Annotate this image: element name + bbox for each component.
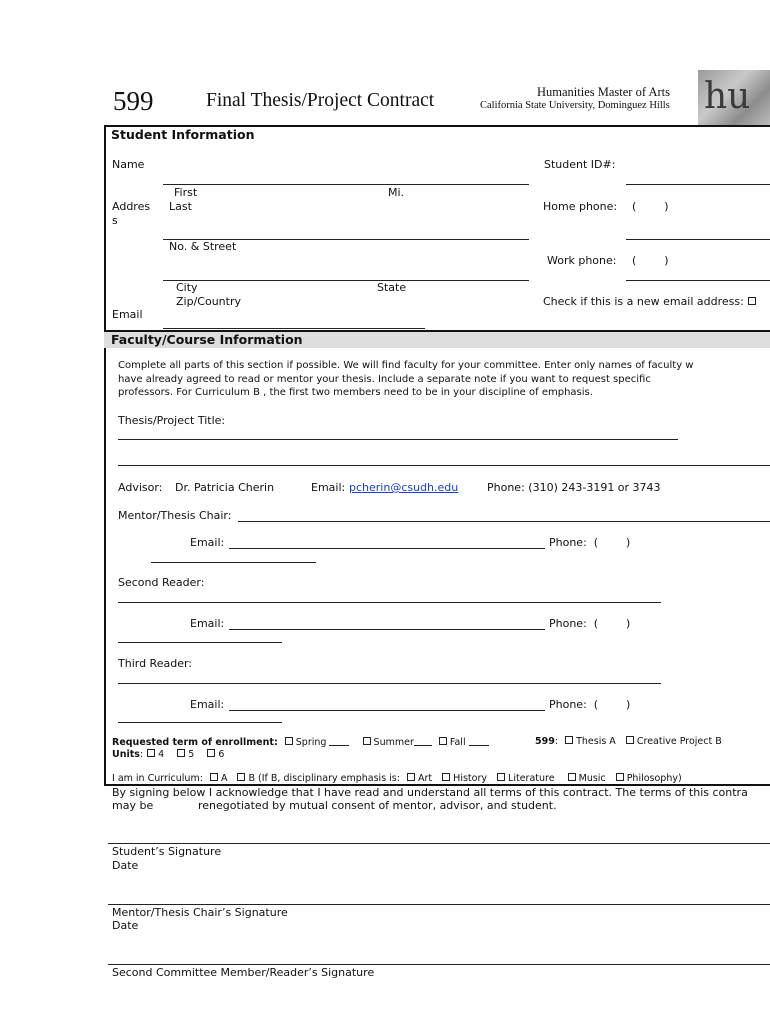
last-name-caption: Last xyxy=(169,200,192,213)
mentor-date-label: Date xyxy=(112,919,139,932)
advisor-email-link[interactable]: pcherin@csudh.edu xyxy=(349,481,459,494)
history-checkbox[interactable] xyxy=(442,773,450,781)
third-reader-phone-field[interactable] xyxy=(118,722,282,723)
third-reader-field[interactable] xyxy=(118,683,661,684)
summer-checkbox[interactable] xyxy=(363,737,371,745)
third-reader-email-label: Email: xyxy=(190,698,225,711)
units-6-checkbox[interactable] xyxy=(207,749,215,757)
mentor-signature-label: Mentor/Thesis Chair’s Signature xyxy=(112,906,288,919)
home-phone-label: Home phone: xyxy=(543,200,618,213)
units-row: Units: 4 5 6 xyxy=(112,749,225,760)
zip-caption: Zip/Country xyxy=(176,295,241,308)
new-email-label: Check if this is a new email address: xyxy=(543,295,759,308)
second-reader-phone-field[interactable] xyxy=(118,642,282,643)
second-reader-email-label: Email: xyxy=(190,617,225,630)
street-caption: No. & Street xyxy=(169,240,237,253)
advisor-phone: Phone: (310) 243-3191 or 3743 xyxy=(487,481,661,494)
state-caption: State xyxy=(377,281,407,294)
acknowledgement-line-2b: renegotiated by mutual consent of mentor, advisor, and student. xyxy=(198,799,557,812)
second-reader-label: Second Reader: xyxy=(118,576,205,589)
home-phone-area-code: ( ) xyxy=(632,200,669,213)
curriculum-b-checkbox[interactable] xyxy=(237,773,245,781)
third-reader-label: Third Reader: xyxy=(118,657,192,670)
mentor-label: Mentor/Thesis Chair: xyxy=(118,509,232,522)
student-id-label: Student ID#: xyxy=(544,158,616,171)
city-caption: City xyxy=(176,281,198,294)
section-border xyxy=(104,125,106,785)
music-checkbox[interactable] xyxy=(568,773,576,781)
acknowledgement-line-2a: may be xyxy=(112,799,154,812)
advisor-label: Advisor: xyxy=(118,481,163,494)
mentor-phone-field[interactable] xyxy=(151,562,316,563)
form-title: Final Thesis/Project Contract xyxy=(206,90,435,111)
middle-initial-caption: Mi. xyxy=(388,186,405,199)
second-reader-field[interactable] xyxy=(118,602,661,603)
thesis-title-field-2[interactable] xyxy=(118,465,770,466)
philosophy-checkbox[interactable] xyxy=(616,773,624,781)
new-email-checkbox[interactable] xyxy=(748,297,756,305)
units-5-checkbox[interactable] xyxy=(177,749,185,757)
second-reader-email-field[interactable] xyxy=(229,629,545,630)
instructions-line-3: professors. For Curriculum B , the first two members need to be in your discipline of emphasis. xyxy=(118,387,593,398)
thesis-a-checkbox[interactable] xyxy=(565,736,573,744)
curriculum-a-checkbox[interactable] xyxy=(210,773,218,781)
acknowledgement-line-1: By signing below I acknowledge that I have read and understand all terms of this contract. The terms of this contra xyxy=(112,786,748,799)
units-4-checkbox[interactable] xyxy=(147,749,155,757)
student-date-label: Date xyxy=(112,859,139,872)
second-member-signature-line[interactable] xyxy=(108,964,770,965)
address-label-wrap: s xyxy=(112,214,118,227)
creative-b-checkbox[interactable] xyxy=(626,736,634,744)
mentor-name-field[interactable] xyxy=(238,521,770,522)
home-phone-field[interactable] xyxy=(626,239,770,240)
work-phone-area-code: ( ) xyxy=(632,254,669,267)
mentor-email-label: Email: xyxy=(190,536,225,549)
term-row: Requested term of enrollment: Spring Summer Fall xyxy=(112,736,489,748)
second-reader-phone-label: Phone: ( ) xyxy=(549,617,631,630)
student-signature-label: Student’s Signature xyxy=(112,845,222,858)
name-label: Name xyxy=(112,158,145,171)
work-phone-field[interactable] xyxy=(626,280,770,281)
literature-checkbox[interactable] xyxy=(497,773,505,781)
art-checkbox[interactable] xyxy=(407,773,415,781)
university-name: California State University, Dominguez Hills xyxy=(480,100,670,111)
program-logo: hu xyxy=(698,70,770,126)
thesis-title-label: Thesis/Project Title: xyxy=(118,414,226,427)
name-field[interactable] xyxy=(163,184,529,185)
third-reader-phone-label: Phone: ( ) xyxy=(549,698,631,711)
email-field[interactable] xyxy=(163,328,425,329)
mentor-phone-label: Phone: ( ) xyxy=(549,536,631,549)
advisor-name: Dr. Patricia Cherin xyxy=(175,481,275,494)
fall-checkbox[interactable] xyxy=(439,737,447,745)
city-state-field[interactable] xyxy=(163,280,529,281)
advisor-email-label: Email: xyxy=(311,481,346,494)
thesis-title-field-1[interactable] xyxy=(118,439,678,440)
mentor-email-field[interactable] xyxy=(229,548,545,549)
second-member-signature-label: Second Committee Member/Reader’s Signature xyxy=(112,966,375,979)
program-name: Humanities Master of Arts xyxy=(537,85,670,99)
work-phone-label: Work phone: xyxy=(547,254,617,267)
third-reader-email-field[interactable] xyxy=(229,710,545,711)
instructions-line-1: Complete all parts of this section if possible. We will find faculty for your committee. Enter only names of faculty w xyxy=(118,360,694,371)
instructions-line-2: have already agreed to read or mentor your thesis. Include a separate note if you want to request specific xyxy=(118,374,651,385)
student-signature-line[interactable] xyxy=(108,843,770,844)
form-number: 599 xyxy=(113,86,154,116)
mentor-signature-line[interactable] xyxy=(108,904,770,905)
spring-checkbox[interactable] xyxy=(285,737,293,745)
faculty-info-heading: Faculty/Course Information xyxy=(104,330,770,348)
student-id-field[interactable] xyxy=(626,184,770,185)
course-type-row: 599: Thesis A Creative Project B xyxy=(535,736,722,747)
email-label: Email xyxy=(112,308,143,321)
student-info-heading: Student Information xyxy=(104,125,770,143)
address-label: Addres xyxy=(112,200,151,213)
curriculum-row: I am in Curriculum: A B (If B, disciplinary emphasis is: Art History Literature Music Philosophy) xyxy=(112,773,682,784)
first-name-caption: First xyxy=(174,186,198,199)
